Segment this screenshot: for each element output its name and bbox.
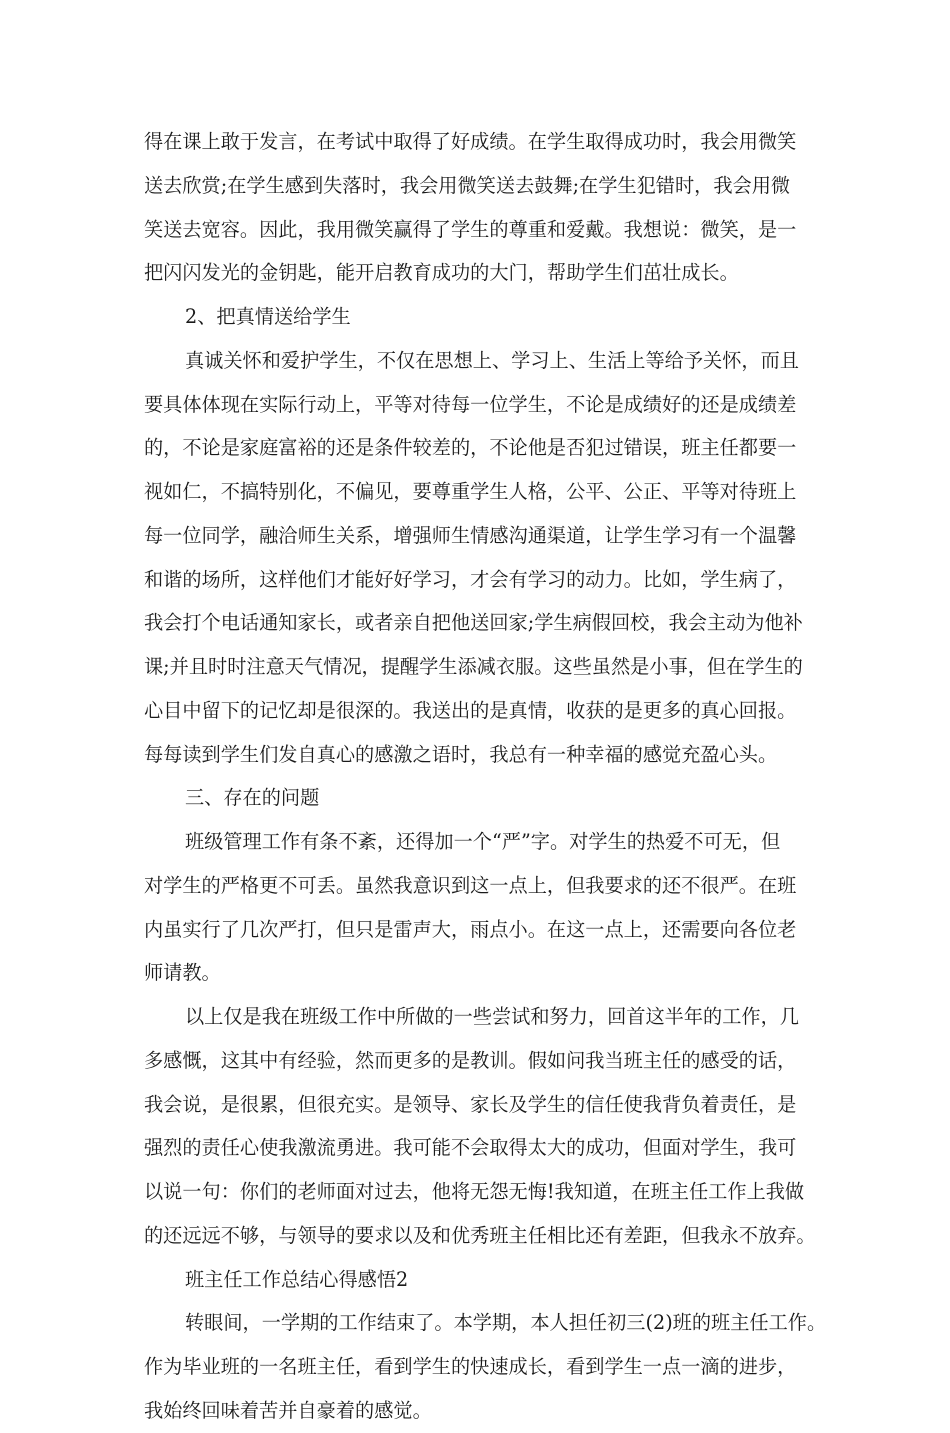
text-line: 把闪闪发光的金钥匙，能开启教育成功的大门，帮助学生们茁壮成长。 [144,261,739,285]
text-line: 内虽实行了几次严打，但只是雷声大，雨点小。在这一点上，还需要向各位老 [144,917,797,941]
text-line: 真诚关怀和爱护学生，不仅在思想上、学习上、生活上等给予关怀，而且 [185,348,799,372]
section-heading: 班主任工作总结心得感悟2 [185,1267,409,1291]
section-heading: 2、把真情送给学生 [185,305,351,328]
text-line: 转眼间，一学期的工作结束了。本学期，本人担任初三(2)班的班主任工作。 [185,1311,827,1335]
text-line: 送去欣赏;在学生感到失落时，我会用微笑送去鼓舞;在学生犯错时，我会用微 [144,173,791,197]
text-line: 的，不论是家庭富裕的还是条件较差的，不论他是否犯过错误，班主任都要一 [144,436,797,460]
text-line: 课;并且时时注意天气情况，提醒学生添减衣服。这些虽然是小事，但在学生的 [144,655,803,678]
text-line: 我会打个电话通知家长，或者亲自把他送回家;学生病假回校，我会主动为他补 [144,611,803,635]
text-line: 作为毕业班的一名班主任，看到学生的快速成长，看到学生一点一滴的进步， [144,1355,797,1378]
text-line: 心目中留下的记忆却是很深的。我送出的是真情，收获的是更多的真心回报。 [144,698,797,722]
text-line: 强烈的责任心使我激流勇进。我可能不会取得太大的成功，但面对学生，我可 [144,1136,797,1160]
text-line: 得在课上敢于发言，在考试中取得了好成绩。在学生取得成功时，我会用微笑 [144,130,797,153]
section-heading: 三、存在的问题 [185,786,320,810]
text-line: 笑送去宽容。因此，我用微笑赢得了学生的尊重和爱戴。我想说：微笑，是一 [144,217,797,241]
document-body [144,120,827,1433]
text-line: 我始终回味着苦并自豪着的感觉。 [144,1398,432,1422]
text-line: 视如仁，不搞特别化，不偏见，要尊重学生人格，公平、公正、平等对待班上 [144,480,797,503]
text-line: 班级管理工作有条不紊，还得加一个“严”字。对学生的热爱不可无，但 [185,830,781,853]
text-line: 每一位同学，融洽师生关系，增强师生情感沟通渠道，让学生学习有一个温馨 [144,523,797,547]
text-line: 的还远远不够，与领导的要求以及和优秀班主任相比还有差距，但我永不放弃。 [144,1223,816,1247]
text-line: 和谐的场所，这样他们才能好好学习，才会有学习的动力。比如，学生病了， [144,567,797,591]
text-line: 师请教。 [144,961,221,985]
text-line: 多感慨，这其中有经验，然而更多的是教训。假如问我当班主任的感受的话， [144,1048,797,1072]
text-line: 要具体体现在实际行动上，平等对待每一位学生，不论是成绩好的还是成绩差 [144,392,797,416]
text-line: 以说一句：你们的老师面对过去，他将无怨无悔!我知道，在班主任工作上我做 [144,1180,805,1203]
text-line: 每每读到学生们发自真心的感激之语时，我总有一种幸福的感觉充盈心头。 [144,742,778,766]
text-line: 我会说，是很累，但很充实。是领导、家长及学生的信任使我背负着责任，是 [144,1092,797,1116]
text-line: 以上仅是我在班级工作中所做的一些尝试和努力，回首这半年的工作，几 [185,1005,799,1028]
text-line: 对学生的严格更不可丢。虽然我意识到这一点上，但我要求的还不很严。在班 [144,873,797,897]
